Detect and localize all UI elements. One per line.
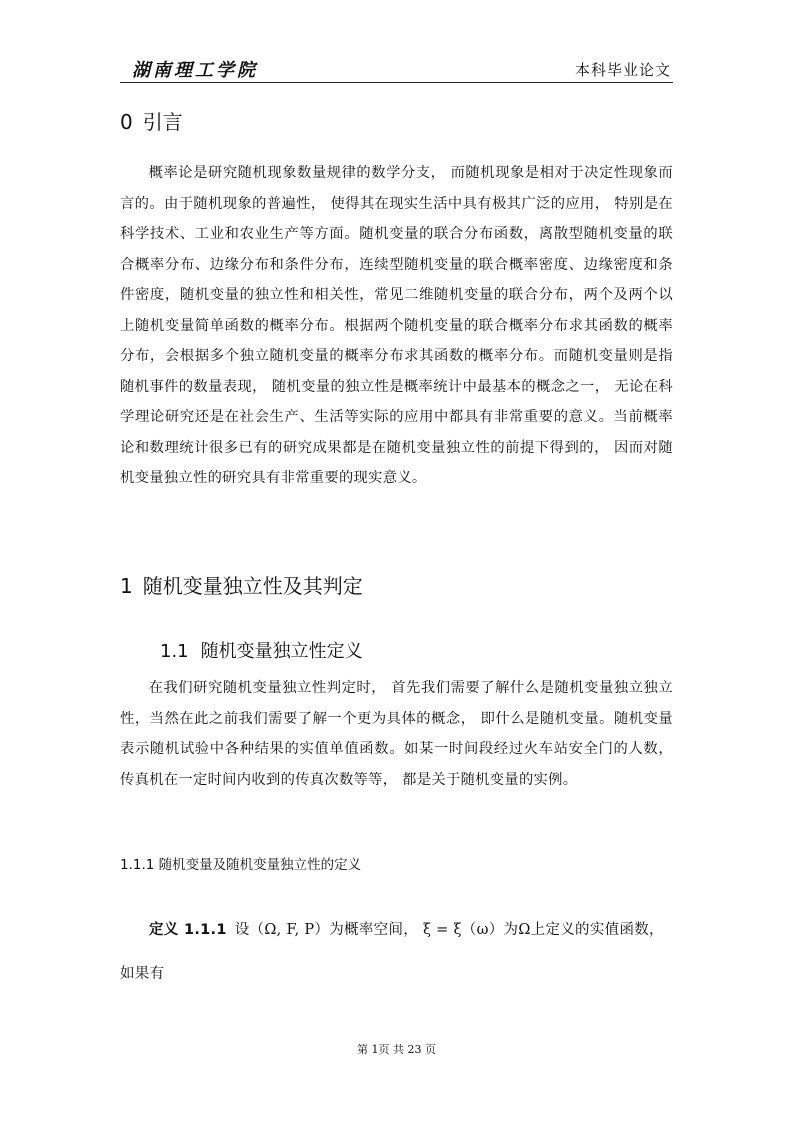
- page-footer: 第 1页 共 23 页: [357, 1043, 436, 1056]
- definition-label: 定义 1.1.1: [149, 922, 227, 938]
- section-1-1-number: 1.1: [160, 641, 189, 662]
- section-1-number: 1: [120, 574, 133, 598]
- definition-continuation: 如果有: [120, 966, 165, 982]
- section-1-1-1-heading: 1.1.1 随机变量及随机变量独立性的定义: [120, 857, 362, 873]
- header-document-type: 本科毕业论文: [574, 61, 671, 79]
- section-0-title: 引言: [142, 110, 183, 134]
- header-rule: [120, 82, 673, 83]
- section-1-1-title: 随机变量独立性定义: [200, 641, 363, 662]
- section-0-paragraph: 概率论是研究随机现象数量规律的数学分支， 而随机现象是相对于决定性现象而言的。由于随机现象的普遍性， 使得其在现实生活中具有极其广泛的应用， 特别是在科学技术、工业和农业生产等方面。随机变量的联合分布函数，离散型随机变量的联合概率分布、边缘分布和条件分布，连续型随机变量的联合概率密度、边缘密度和条件密度，随机变量的独立性和相关性，常见二维随机变量的联合分布，两个及两个以上随机变量简单函数的概率分布。根据两个随机变量的联合概率分布求其函数的概率分布，会根据多个独立随机变量的概率分布求其函数的概率分布。而随机变量则是指随机事件的数量表现， 随机变量的独立性是概率统计中最基本的概念之一， 无论在科学理论研究还是在社会生产、生活等实际的应用中都具有非常重要的意义。当前概率论和数理统计很多已有的研究成果都是在随机变量独立性的前提下得到的， 因而对随机变量独立性的研究具有非常重要的现实意义。: [120, 165, 673, 486]
- section-1-1-paragraph: 在我们研究随机变量独立性判定时， 首先我们需要了解什么是随机变量独立独立性，当然在此之前我们需要了解一个更为具体的概念， 即什么是随机变量。随机变量表示随机试验中各种结果的实值单值函数。如某一时间段经过火车站安全门的人数， 传真机在一定时间内收到的传真次数等等， 都是关于随机变量的实例。: [120, 680, 673, 788]
- section-0-heading: [120, 106, 183, 135]
- section-1-title: 随机变量独立性及其判定: [142, 574, 363, 598]
- section-1-heading: [120, 570, 363, 599]
- header-school-name: 湖南理工学院: [132, 60, 258, 81]
- definition-text: 设（Ω, F, P）为概率空间， ξ = ξ（ω）为Ω上定义的实值函数，: [234, 922, 664, 938]
- section-0-number: 0: [120, 110, 133, 134]
- definition-1-1-1: [120, 918, 673, 939]
- section-1-1-heading: [160, 637, 363, 663]
